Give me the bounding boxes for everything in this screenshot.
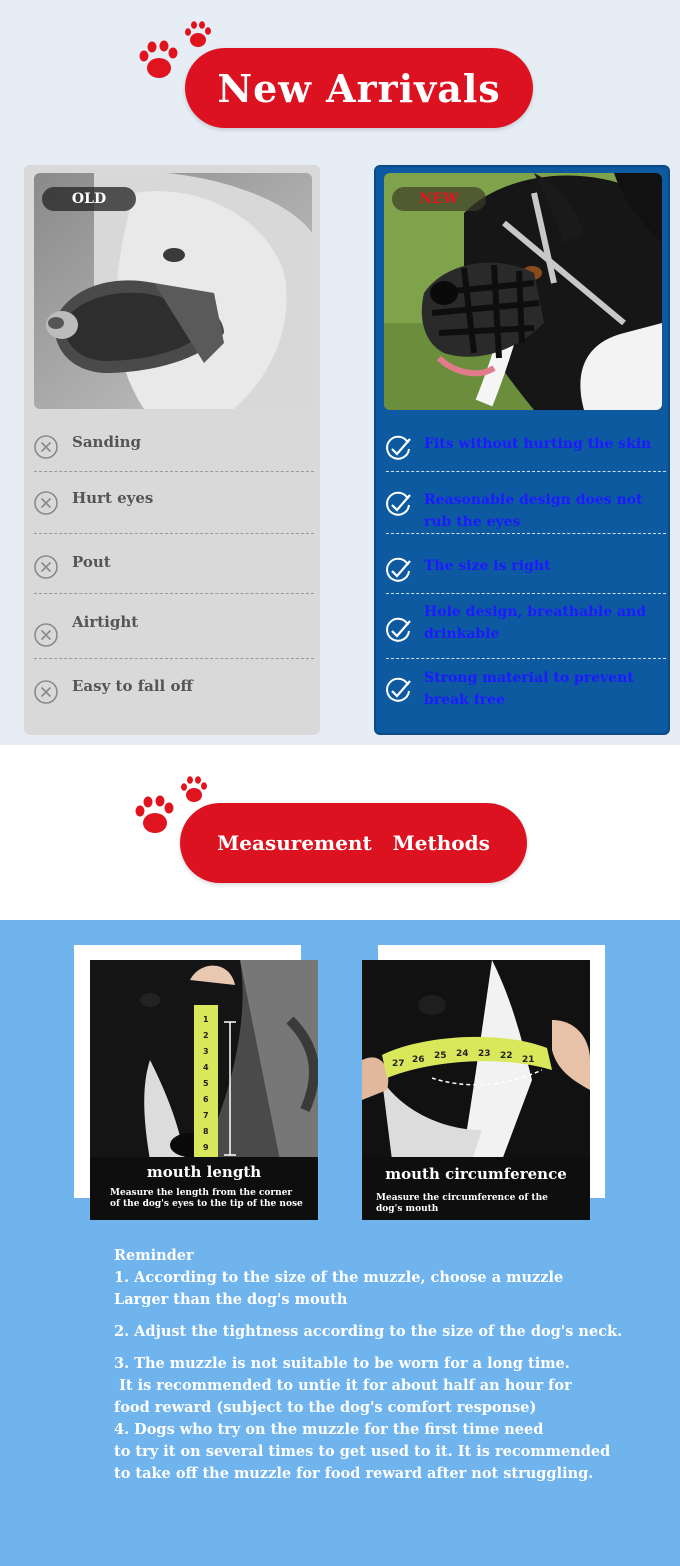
measurement-title: Measurement Methods <box>217 831 490 855</box>
mouth-length-photo <box>90 960 318 1160</box>
scale-mark: 22 <box>500 1051 513 1061</box>
mouth-length-title: mouth length <box>146 1163 262 1181</box>
old-muzzle-photo <box>34 173 312 409</box>
old-item-label: Sanding <box>72 433 142 451</box>
reminder-line: 4. Dogs who try on the muzzle for the first time need <box>114 1421 544 1438</box>
old-item-2 <box>32 487 314 517</box>
mouth-circumference-caption <box>362 1157 590 1220</box>
reminder-text <box>114 1245 654 1485</box>
new-item-5 <box>384 667 666 711</box>
scale-mark: 24 <box>456 1049 469 1059</box>
divider <box>386 471 666 472</box>
cross-circle-icon <box>32 678 60 706</box>
new-item-label: Hole design, breathable and drinkable <box>424 604 647 642</box>
mouth-circumference-desc: Measure the circumference of the dog's mouth <box>376 1193 548 1214</box>
new-item-label: Fits without hurting the skin <box>424 436 652 452</box>
scale-mark: 25 <box>434 1051 447 1061</box>
old-product-card <box>24 165 320 735</box>
scale-mark: 21 <box>522 1055 535 1065</box>
scale-mark: 3 <box>203 1047 209 1056</box>
new-item-2 <box>384 489 666 533</box>
scale-mark: 7 <box>203 1111 209 1120</box>
new-muzzle-photo <box>384 173 662 410</box>
reminder-line: 1. According to the size of the muzzle, choose a muzzle <box>114 1269 564 1286</box>
measurement-banner <box>180 803 527 883</box>
scale-mark: 8 <box>203 1127 209 1136</box>
old-item-1 <box>32 431 314 461</box>
divider <box>34 471 314 472</box>
reminder-line: It is recommended to untie it for about half an hour for <box>114 1377 572 1394</box>
new-product-card <box>374 165 670 735</box>
scale-mark: 9 <box>203 1143 209 1152</box>
mouth-circumference-title: mouth circumference <box>385 1165 567 1183</box>
check-circle-icon <box>384 617 412 645</box>
new-item-label: The size is right <box>424 558 551 574</box>
scale-mark: 23 <box>478 1049 491 1059</box>
mouth-length-desc: Measure the length from the corner of the dog's eyes to the tip of the nose <box>110 1188 303 1209</box>
cross-circle-icon <box>32 621 60 649</box>
new-item-3 <box>384 555 666 585</box>
scale-mark: 5 <box>203 1079 209 1088</box>
reminder-line: to try it on several times to get used to it. It is recommended <box>114 1443 611 1460</box>
new-arrivals-section <box>0 0 680 745</box>
reminder-line: food reward (subject to the dog's comfort response) <box>114 1399 537 1416</box>
mouth-length-card <box>90 960 318 1220</box>
divider <box>34 533 314 534</box>
check-circle-icon <box>384 677 412 705</box>
scale-mark: 6 <box>203 1095 209 1104</box>
spacer <box>114 1311 654 1321</box>
scale-mark: 26 <box>412 1055 425 1065</box>
cross-circle-icon <box>32 489 60 517</box>
mouth-length-caption <box>90 1157 318 1220</box>
old-item-3 <box>32 551 314 581</box>
new-tag: NEW <box>392 187 486 211</box>
old-item-label: Pout <box>72 553 111 571</box>
divider <box>34 593 314 594</box>
new-item-1 <box>384 433 666 463</box>
scale-mark: 4 <box>203 1063 209 1072</box>
old-tag: OLD <box>42 187 136 211</box>
reminder-line: 3. The muzzle is not suitable to be worn for a long time. <box>114 1355 570 1372</box>
page-title: New Arrivals <box>217 65 501 111</box>
scale-mark: 1 <box>203 1015 209 1024</box>
check-circle-icon <box>384 435 412 463</box>
old-item-5 <box>32 675 314 706</box>
divider <box>34 658 314 659</box>
old-item-label: Easy to fall off <box>72 677 193 695</box>
spacer <box>114 1343 654 1353</box>
reminder-line: Larger than the dog's mouth <box>114 1291 348 1308</box>
divider <box>386 533 666 534</box>
old-item-label: Hurt eyes <box>72 489 154 507</box>
old-item-label: Airtight <box>72 613 139 631</box>
divider <box>386 658 666 659</box>
new-item-label: Strong material to prevent break free <box>424 670 634 708</box>
reminder-line: 2. Adjust the tightness according to the size of the dog's neck. <box>114 1323 623 1340</box>
old-item-4 <box>32 611 314 649</box>
new-arrivals-banner <box>185 48 533 128</box>
cross-circle-icon <box>32 433 60 461</box>
divider <box>386 593 666 594</box>
reminder-heading: Reminder <box>114 1247 194 1264</box>
scale-mark: 27 <box>392 1059 405 1069</box>
scale-mark: 2 <box>203 1031 209 1040</box>
check-circle-icon <box>384 557 412 585</box>
cross-circle-icon <box>32 553 60 581</box>
new-item-4 <box>384 601 666 645</box>
new-item-label: Reasonable design does not rub the eyes <box>424 492 643 530</box>
mouth-circumference-card <box>362 960 590 1220</box>
reminder-line: to take off the muzzle for food reward after not struggling. <box>114 1465 594 1482</box>
mouth-circumference-photo <box>362 960 590 1160</box>
ruler-scale <box>203 1015 209 1152</box>
check-circle-icon <box>384 491 412 519</box>
